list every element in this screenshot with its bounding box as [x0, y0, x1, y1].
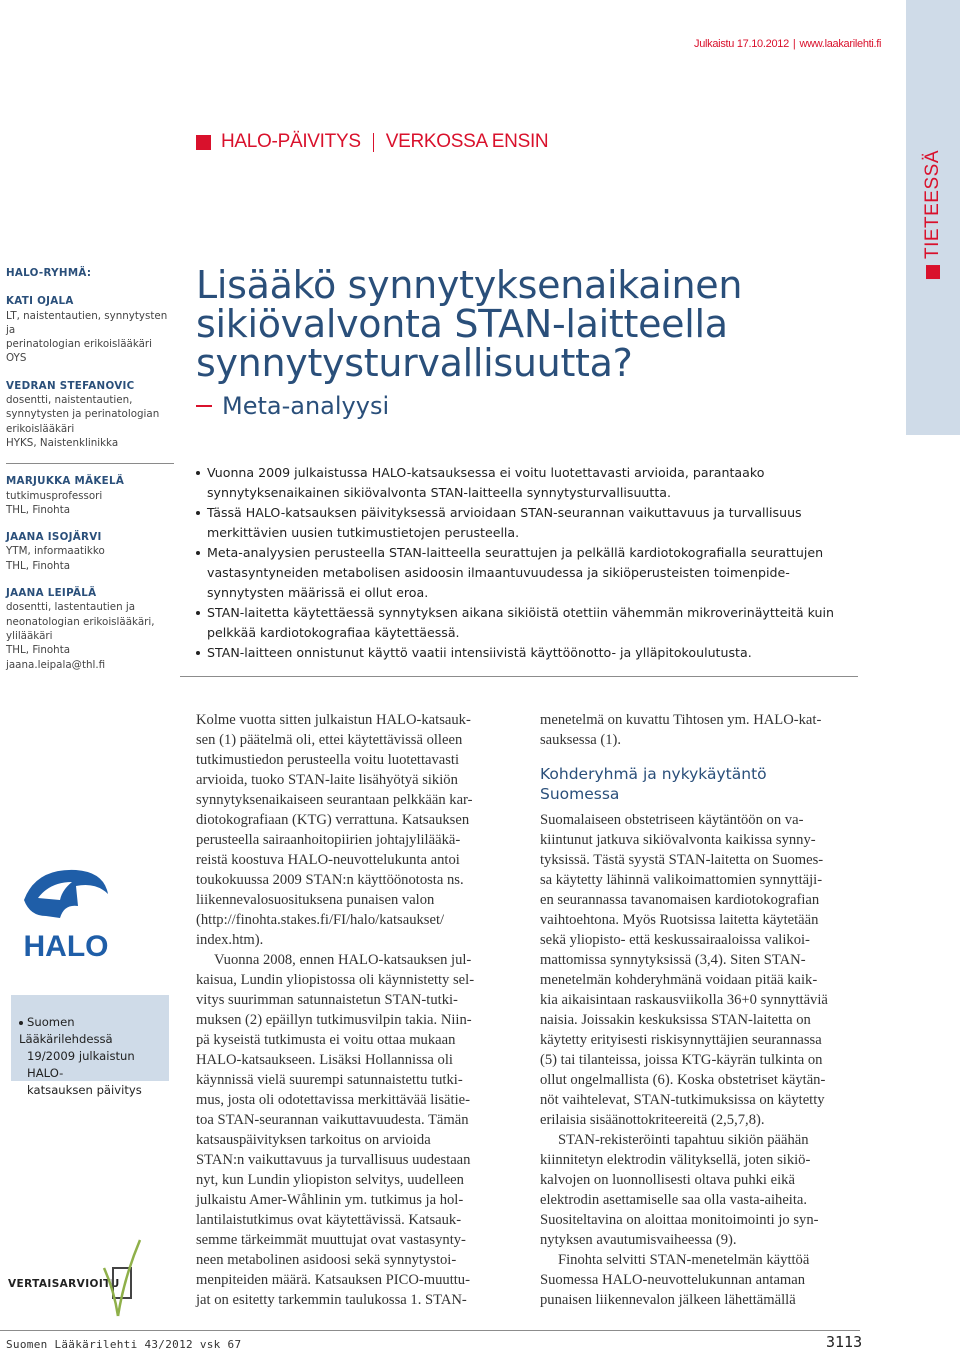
- section-heading: [540, 764, 860, 804]
- body-line: katsauspäivityksen tarkoitus on arvioida: [196, 1132, 431, 1148]
- page-number: 3113: [826, 1333, 863, 1351]
- dash-icon: [196, 405, 212, 407]
- body-paragraph: [196, 710, 516, 950]
- body-line: julkaistu Amer-Wåhlinin ym. tutkimus ja hol-: [196, 1192, 464, 1208]
- red-square-icon: [196, 135, 211, 150]
- body-line: kalvojen on luonnollisesti oltava puhki eikä: [540, 1172, 795, 1188]
- author-affiliation: LT, naistentautien, synnytysten ja: [6, 309, 168, 336]
- red-square-icon: [926, 265, 940, 279]
- author-affiliation: THL, Finohta: [6, 503, 71, 516]
- author-affiliation: THL, Finohta: [6, 644, 71, 657]
- body-line: kiinnitetyn elektrodin välityksellä, joten sikiö-: [540, 1152, 811, 1168]
- article-subtitle-text: Meta-analyysi: [222, 392, 390, 420]
- body-line: tutkimustiedon perusteella voitu luotettavasti: [196, 752, 460, 768]
- key-point-line: pelkkää kardiotokografiaa käytettäessä.: [207, 625, 460, 640]
- publication-date: Julkaistu 17.10.2012: [694, 38, 789, 50]
- key-point: [196, 643, 856, 663]
- body-column-1: [196, 710, 516, 1310]
- article-title-line: sikiövalvonta STAN-laitteella: [196, 302, 728, 346]
- key-point: [196, 543, 856, 603]
- body-paragraph: [540, 810, 860, 1130]
- journal-footer: Suomen Lääkärilehti 43/2012 vsk 67: [6, 1338, 242, 1351]
- article-title: [196, 263, 896, 385]
- peer-reviewed-label: VERTAISARVIOITU: [8, 1278, 120, 1290]
- body-line: Suomalaiseen obstetriseen käytäntöön on va-: [540, 812, 804, 828]
- author-name: KATI OJALA: [6, 295, 74, 308]
- author-list: [6, 266, 174, 685]
- key-point-line: Meta-analyysien perusteella STAN-laitteella seurattujen ja pelkällä kardiotokografialla seurattujen: [207, 545, 824, 560]
- body-line: index.htm).: [196, 932, 264, 948]
- body-line: Suomessa HALO-neuvottelukunnan antaman: [540, 1272, 806, 1288]
- author-affiliation: erikoislääkäri: [6, 422, 75, 435]
- body-line: jat on esitetty tarkemmin taulukossa 1. STAN-: [196, 1292, 467, 1308]
- section-tag: [196, 131, 548, 153]
- body-line: neen metabolinen asidoosi sekä synnytystoi-: [196, 1252, 457, 1268]
- body-line: perusteella sairaanhoitopiirien johtajylilääkä-: [196, 832, 461, 848]
- body-line: Kolme vuotta sitten julkaistun HALO-katsauk-: [196, 712, 471, 728]
- body-line: kia aikaisintaan raskausviikolla 36+0 synnyttäviä: [540, 992, 828, 1008]
- body-line: nyt, kun Lundin yliopiston selvitys, uudelleen: [196, 1172, 464, 1188]
- body-column-2: [540, 710, 860, 1310]
- body-line: sa käytetty lähinnä valikoimattomien synnyttäji-: [540, 872, 823, 888]
- body-line: liikennevalosuosituksena punaisen valon: [196, 892, 435, 908]
- update-note: [11, 995, 169, 1097]
- logo-text: HALO: [23, 930, 109, 960]
- author-blocks: [6, 294, 174, 672]
- body-line: erilaisia sisäänottokriteereitä (2,5,7,8).: [540, 1112, 765, 1128]
- article-subtitle: [196, 392, 389, 420]
- author-affiliation: THL, Finohta: [6, 559, 71, 572]
- body-line: nöt vaihtelevat, STAN-tutkimuksissa on käytetty: [540, 1092, 825, 1108]
- body-line: muksen (2) epäillyn tutkimusvilpin takia. Niin-: [196, 1012, 472, 1028]
- halo-logo-icon: [16, 860, 116, 960]
- body-paragraph: [540, 710, 860, 750]
- body-line: synnytyksenaikaiseen seurantaan pelkkään kar-: [196, 792, 473, 808]
- author-affiliation: jaana.leipala@thl.fi: [6, 658, 106, 671]
- body-line: tyksissä. Tästä syystä STAN-laitetta on Suomes-: [540, 852, 824, 868]
- body-line: pä kyseistä tutkimusta ei voitu ottaa mukaan: [196, 1032, 456, 1048]
- body-line: naisia. Joissakin keskuksissa STAN-laitetta on: [540, 1012, 811, 1028]
- body-line: reistä koostuva HALO-neuvottelukunta antoi: [196, 852, 460, 868]
- update-note-line: 19/2009 julkaistun HALO-: [27, 1049, 135, 1080]
- body-line: punaisen liikennevalon jälkeen lähettämällä: [540, 1292, 796, 1308]
- body-line: mus, josta oli odotettavissa merkittävää lisätie-: [196, 1092, 470, 1108]
- author-entry: [6, 530, 174, 573]
- author-affiliation: dosentti, lastentautien ja: [6, 601, 136, 614]
- update-note-line: katsauksen päivitys: [27, 1083, 142, 1097]
- key-point-line: STAN-laitetta käytettäessä synnytyksen aikana sikiöistä otettiin vähemmän mikroverinäytteitä kuin: [207, 605, 835, 620]
- section-heading-line: Kohderyhmä ja nykykäytäntö: [540, 765, 767, 783]
- author-name: JAANA ISOJÄRVI: [6, 531, 102, 544]
- key-point: [196, 463, 856, 503]
- body-line: semme tärkeimmät muuttujat ovat vastasynty-: [196, 1232, 466, 1248]
- section-band-text: TIETEESSÄ: [922, 150, 943, 260]
- article-title-line: synnytysturvallisuutta?: [196, 341, 633, 385]
- body-line: ollut ongelmallista (6). Koska obstetriset käytän-: [540, 1072, 826, 1088]
- author-name: VEDRAN STEFANOVIC: [6, 379, 135, 392]
- body-line: kaisua, Lundin yliopistossa oli käynnistetty sel-: [196, 972, 475, 988]
- author-affiliation: dosentti, naistentautien,: [6, 394, 133, 407]
- section-tag-primary: HALO-PÄIVITYS: [221, 131, 361, 152]
- key-point-line: merkittävien uusien tutkimustietojen perusteella.: [207, 525, 520, 540]
- body-line: vaihtoehtona. Myös Ruotsissa laitetta käytetään: [540, 912, 819, 928]
- body-line: toukokuussa 2009 STAN:n käyttöönotosta ns.: [196, 872, 464, 888]
- author-entry: [6, 379, 174, 450]
- author-name: JAANA LEIPÄLÄ: [6, 587, 97, 600]
- body-line: lantilaistutkimus ovat käytettävissä. Katsauk-: [196, 1212, 462, 1228]
- body-line: diotokografiaan (KTG) verrattuna. Katsauksen: [196, 812, 470, 828]
- halo-logo: [16, 860, 116, 960]
- body-line: käynnissä vielä suurempi satunnaistettu tutki-: [196, 1072, 463, 1088]
- body-line: Finohta selvitti STAN-menetelmän käyttöä: [558, 1252, 810, 1268]
- section-band: [906, 0, 960, 435]
- author-entry: [6, 294, 174, 365]
- body-line: sen (1) päätelmä oli, ettei käytettävissä olleen: [196, 732, 463, 748]
- key-point: [196, 603, 856, 643]
- author-list-heading: HALO-RYHMÄ:: [6, 267, 92, 279]
- author-affiliation: OYS: [6, 352, 27, 365]
- section-band-label-wrap: [906, 0, 960, 435]
- separator: |: [792, 38, 796, 50]
- body-paragraph: [196, 950, 516, 1310]
- author-divider: [6, 463, 174, 464]
- key-point-line: synnytysten määrissä ei ollut eroa.: [207, 585, 429, 600]
- author-affiliation: synnytysten ja perinatologian: [6, 408, 160, 421]
- section-heading-line: Suomessa: [540, 785, 620, 803]
- body-paragraph: [540, 1250, 860, 1310]
- key-point-line: vastasyntyneiden metabolisen asidoosin ilmaantuvuudessa ja sikiöperusteisten toimenpide-: [207, 565, 790, 580]
- article-title-line: Lisääkö synnytyksenaikainen: [196, 263, 743, 307]
- body-line: käytetty erityisesti riskisynnyttäjien seurannassa: [540, 1032, 822, 1048]
- body-line: mattomissa synnytyksissä (3,4). Siten STAN-: [540, 952, 806, 968]
- author-entry: [6, 586, 174, 672]
- body-line: menetelmän kohderyhmänä voidaan pitää kaik-: [540, 972, 818, 988]
- author-affiliation: perinatologian erikoislääkäri: [6, 338, 153, 351]
- update-note-line: Suomen Lääkärilehdessä: [19, 1015, 113, 1046]
- author-affiliation: ylilääkäri: [6, 629, 53, 642]
- publication-info: [694, 38, 881, 50]
- key-point-line: Vuonna 2009 julkaistussa HALO-katsauksessa ei voitu luotettavasti arvioida, parantaako: [207, 465, 765, 480]
- author-affiliation: HYKS, Naistenklinikka: [6, 436, 119, 449]
- peer-review-check-icon: [102, 1238, 144, 1318]
- body-line: nytyksen avautumisvaiheessa (9).: [540, 1232, 737, 1248]
- body-line: menpiteiden määrä. Katsauksen PICO-muuttu-: [196, 1272, 470, 1288]
- key-point-line: Tässä HALO-katsauksen päivityksessä arvioidaan STAN-seurannan vaikuttavuus ja turvallisuus: [207, 505, 802, 520]
- key-point-line: synnytyksenaikainen sikiövalvonta STAN-laitteella synnytysturvallisuutta.: [207, 485, 672, 500]
- key-points: [196, 463, 856, 663]
- body-line: arvioida, tuoko STAN-laite lisähyötyä sikiön: [196, 772, 458, 788]
- divider: [180, 676, 858, 677]
- body-line: sekä yliopisto- että keskussairaaloissa valikoi-: [540, 932, 810, 948]
- body-line: toa STAN-seurannan vaikuttavuudesta. Tämän: [196, 1112, 469, 1128]
- body-line: Suositeltavina on aloittaa monitoimointi jo syn-: [540, 1212, 819, 1228]
- key-point-line: STAN-laitteen onnistunut käyttö vaatii intensiivistä käyttöönotto- ja ylläpitokoulutusta.: [207, 645, 752, 660]
- body-line: elektrodin asettamiselle saa olla vasta-aiheita.: [540, 1192, 808, 1208]
- bullet-icon: [19, 1021, 23, 1025]
- body-line: Vuonna 2008, ennen HALO-katsauksen jul-: [214, 952, 472, 968]
- body-line: vitys suurimman satunnaistetun STAN-tutki-: [196, 992, 458, 1008]
- body-line: STAN-rekisteröinti tapahtuu sikiön päähän: [558, 1132, 809, 1148]
- body-line: kiintunut jatkuva sikiövalvonta kaikissa synny-: [540, 832, 816, 848]
- body-line: (http://finohta.stakes.fi/FI/halo/katsaukset/: [196, 912, 445, 928]
- body-line: menetelmä on kuvattu Tihtosen ym. HALO-kat-: [540, 712, 822, 728]
- key-point: [196, 503, 856, 543]
- author-affiliation: YTM, informaatikko: [6, 545, 105, 558]
- body-line: en seurannassa tavanomaisen kardiotokografian: [540, 892, 820, 908]
- section-tag-divider: [373, 133, 374, 152]
- body-line: sauksessa (1).: [540, 732, 622, 748]
- body-paragraphs: [540, 810, 860, 1310]
- footer-divider: [0, 1330, 860, 1331]
- author-name: MARJUKKA MÄKELÄ: [6, 475, 125, 488]
- body-line: STAN:n vaikuttavuus ja turvallisuus uudestaan: [196, 1152, 471, 1168]
- body-line: HALO-katsaukseen. Lisäksi Hollannissa oli: [196, 1052, 453, 1068]
- author-affiliation: neonatologian erikoislääkäri,: [6, 615, 155, 628]
- body-line: (5) tai tilanteissa, joissa KTG-käyrän tulkinta on: [540, 1052, 823, 1068]
- website-link[interactable]: www.laakarilehti.fi: [799, 38, 882, 50]
- section-tag-secondary: VERKOSSA ENSIN: [385, 131, 549, 152]
- body-paragraph: [540, 1130, 860, 1250]
- author-affiliation: tutkimusprofessori: [6, 489, 103, 502]
- author-entry: [6, 474, 174, 517]
- section-band-label: [922, 150, 944, 279]
